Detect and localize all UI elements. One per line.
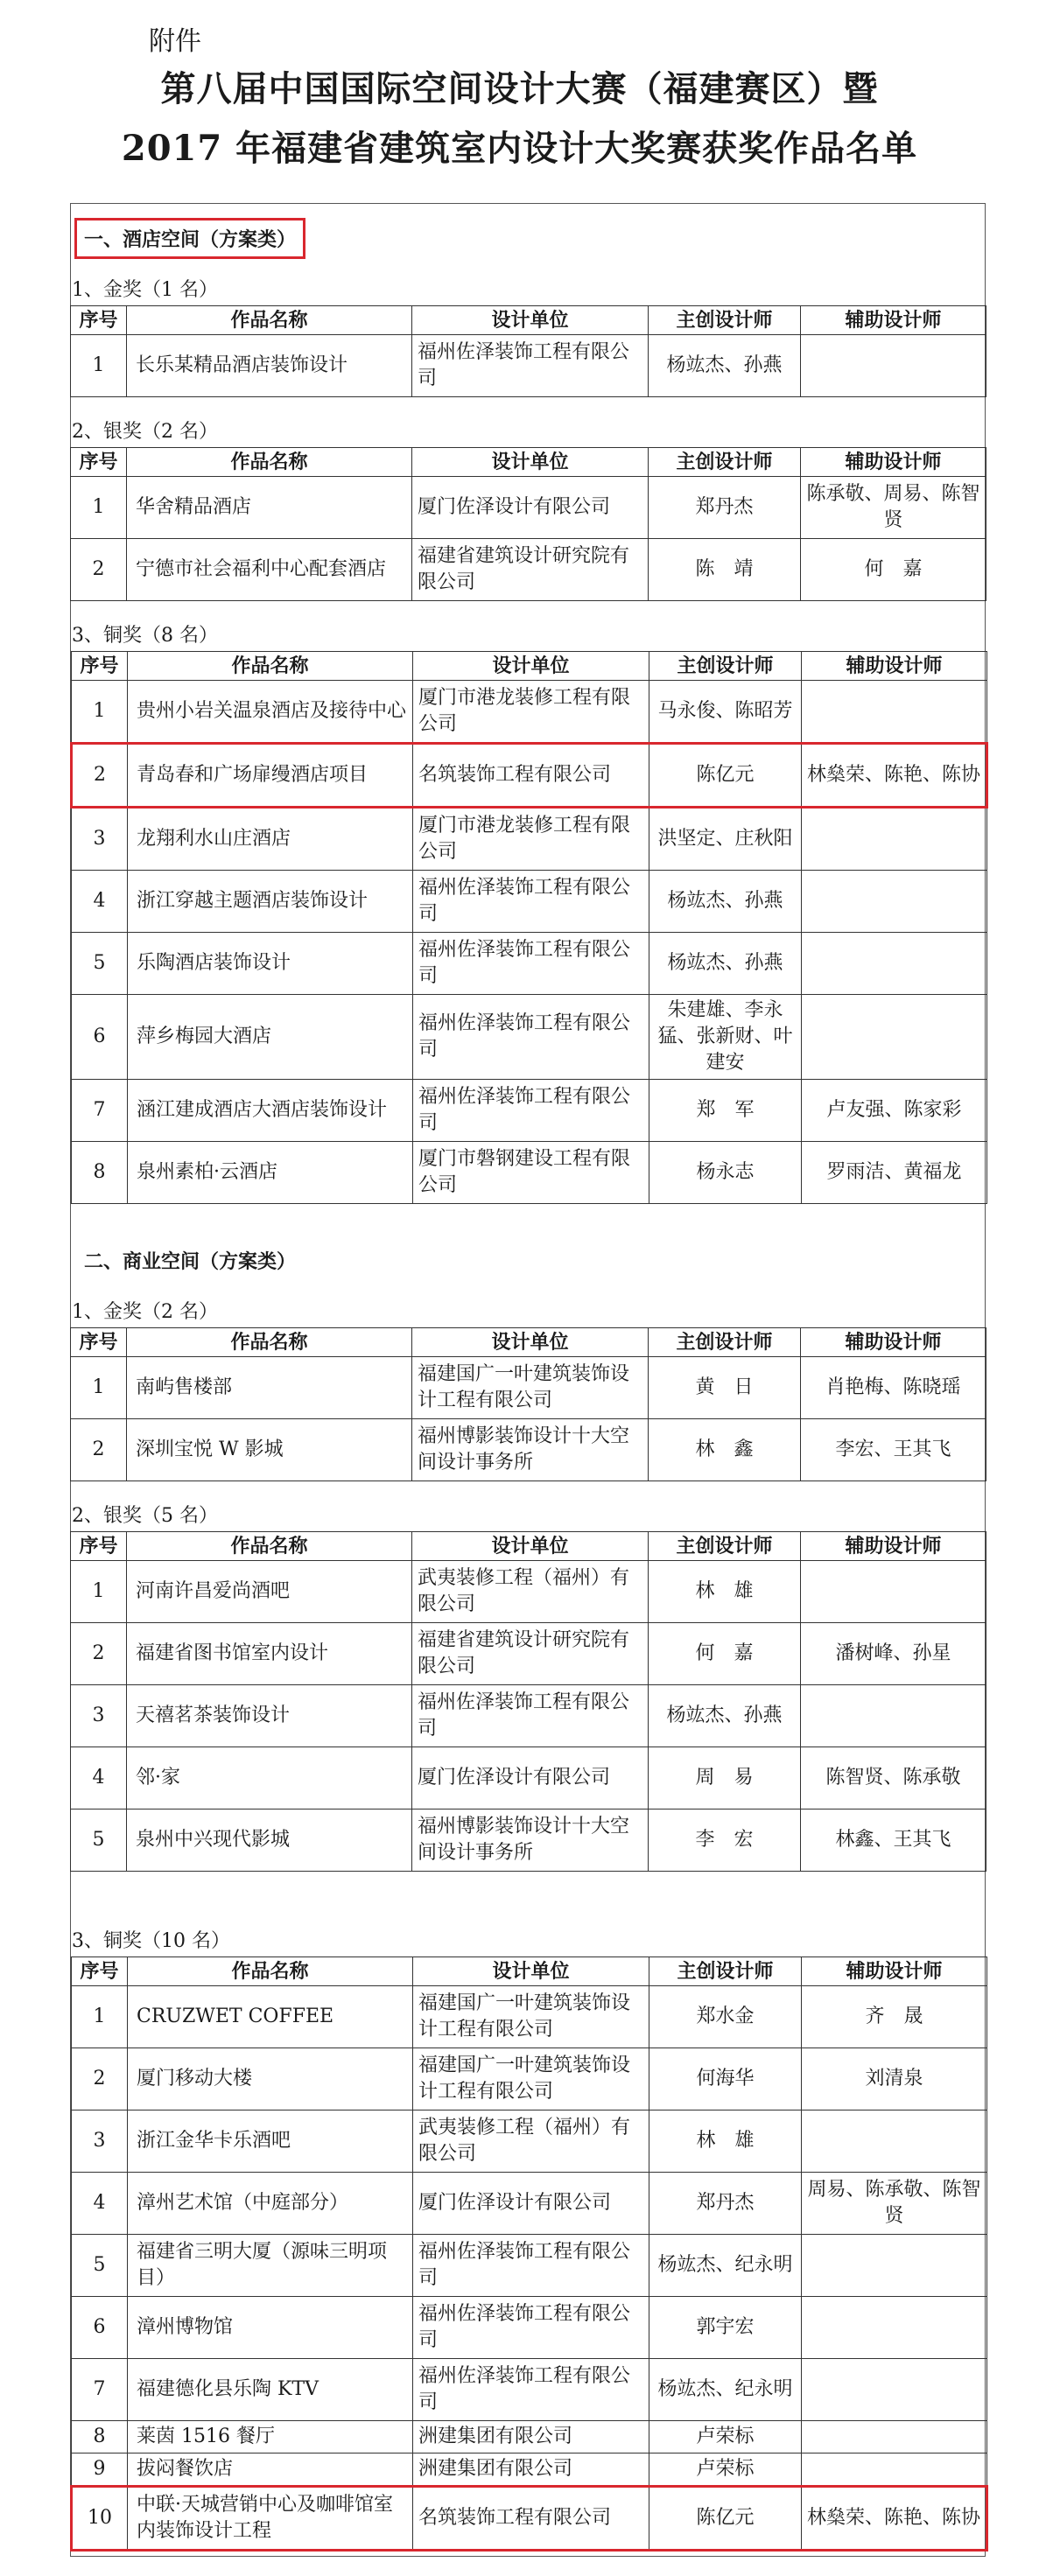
table-row (72, 2487, 987, 2551)
cell-chief: 林 鑫 (649, 1419, 801, 1481)
cell-assist (801, 335, 986, 397)
cell-assist: 卢友强、陈家彩 (802, 1080, 987, 1142)
cell-unit: 武夷装修工程（福州）有限公司 (412, 1561, 649, 1623)
cell-name: 莱茵 1516 餐厅 (128, 2421, 413, 2454)
award-table (70, 1327, 986, 1481)
cell-chief: 陈亿元 (649, 2487, 802, 2551)
table-header-row (71, 448, 986, 477)
cell-name: 深圳宝悦 W 影城 (127, 1419, 412, 1481)
table-row (71, 1561, 986, 1623)
cell-assist: 林燊荣、陈艳、陈协 (802, 2487, 987, 2551)
cell-unit: 洲建集团有限公司 (413, 2454, 649, 2487)
cell-assist (802, 933, 987, 995)
cell-chief: 林 雄 (649, 2110, 802, 2173)
cell-no: 3 (72, 2110, 128, 2173)
table-row (71, 335, 986, 397)
cell-name: 涵江建成酒店大酒店装饰设计 (128, 1080, 413, 1142)
table-header-row (71, 1532, 986, 1561)
cell-chief: 杨竑杰、纪永明 (649, 2235, 802, 2297)
cell-unit: 名筑装饰工程有限公司 (413, 744, 649, 808)
cell-name: 福建德化县乐陶 KTV (128, 2359, 413, 2421)
cell-unit: 福州佐泽装饰工程有限公司 (413, 2297, 649, 2359)
column-header-unit: 设计单位 (412, 448, 649, 477)
table-header-row (71, 1328, 986, 1357)
award-level-label: 3、铜奖（10 名） (72, 1930, 230, 1952)
cell-name: 浙江穿越主题酒店装饰设计 (128, 871, 413, 933)
column-header-unit: 设计单位 (413, 652, 649, 681)
cell-no: 1 (72, 1986, 128, 2048)
cell-chief: 何 嘉 (649, 1623, 801, 1685)
cell-assist (801, 1561, 986, 1623)
cell-unit: 福建省建筑设计研究院有限公司 (412, 1623, 649, 1685)
column-header-chief: 主创设计师 (649, 1328, 801, 1357)
cell-no: 5 (72, 2235, 128, 2297)
award-table (70, 447, 986, 601)
cell-no: 1 (71, 477, 127, 539)
column-header-unit: 设计单位 (412, 1532, 649, 1561)
cell-name: 浙江金华卡乐酒吧 (128, 2110, 413, 2173)
table-row (71, 477, 986, 539)
cell-unit: 厦门市磐钢建设工程有限公司 (413, 1142, 649, 1204)
cell-no: 2 (72, 744, 128, 808)
column-header-assist: 辅助设计师 (802, 652, 987, 681)
column-header-name: 作品名称 (127, 448, 412, 477)
cell-assist: 李宏、王其飞 (801, 1419, 986, 1481)
cell-no: 2 (71, 1623, 127, 1685)
cell-chief: 郭宇宏 (649, 2297, 802, 2359)
column-header-no: 序号 (72, 652, 128, 681)
cell-unit: 武夷装修工程（福州）有限公司 (413, 2110, 649, 2173)
cell-chief: 郑丹杰 (649, 2173, 802, 2235)
cell-unit: 福建国广一叶建筑装饰设计工程有限公司 (413, 2048, 649, 2110)
cell-no: 9 (72, 2454, 128, 2487)
cell-name: 天禧茗茶装饰设计 (127, 1685, 412, 1747)
cell-chief: 李 宏 (649, 1810, 801, 1872)
cell-chief: 郑丹杰 (649, 477, 801, 539)
cell-unit: 名筑装饰工程有限公司 (413, 2487, 649, 2551)
award-level-label: 3、铜奖（8 名） (72, 625, 218, 647)
cell-no: 6 (72, 995, 128, 1080)
table-header-row (72, 1957, 987, 1986)
cell-no: 5 (71, 1810, 127, 1872)
table-row (72, 933, 987, 995)
column-header-chief: 主创设计师 (649, 448, 801, 477)
cell-chief: 杨竑杰、孙燕 (649, 871, 802, 933)
cell-name: 中联·天城营销中心及咖啡馆室内装饰设计工程 (128, 2487, 413, 2551)
cell-assist (802, 808, 987, 871)
table-row (72, 2173, 987, 2235)
cell-no: 10 (72, 2487, 128, 2551)
cell-assist: 刘清泉 (802, 2048, 987, 2110)
award-level-label: 2、银奖（5 名） (72, 1505, 218, 1527)
table-row (72, 681, 987, 744)
cell-name: 萍乡梅园大酒店 (128, 995, 413, 1080)
table-row (71, 1419, 986, 1481)
cell-name: 拔闷餐饮店 (128, 2454, 413, 2487)
cell-name: 乐陶酒店装饰设计 (128, 933, 413, 995)
cell-unit: 洲建集团有限公司 (413, 2421, 649, 2454)
cell-assist (802, 2235, 987, 2297)
cell-assist: 陈智贤、陈承敬 (801, 1747, 986, 1810)
table-header-row (72, 652, 987, 681)
cell-chief: 杨竑杰、孙燕 (649, 335, 801, 397)
column-header-chief: 主创设计师 (649, 306, 801, 335)
cell-name: 漳州艺术馆（中庭部分） (128, 2173, 413, 2235)
column-header-no: 序号 (71, 1532, 127, 1561)
cell-no: 1 (71, 335, 127, 397)
cell-chief: 林 雄 (649, 1561, 801, 1623)
cell-no: 1 (71, 1357, 127, 1419)
section-title: 一、酒店空间（方案类） (79, 222, 301, 255)
cell-assist: 陈承敬、周易、陈智贤 (801, 477, 986, 539)
table-row (72, 808, 987, 871)
cell-chief: 杨竑杰、纪永明 (649, 2359, 802, 2421)
cell-name: 邻·家 (127, 1747, 412, 1810)
cell-unit: 福州佐泽装饰工程有限公司 (413, 871, 649, 933)
award-table (70, 651, 988, 1204)
table-row (72, 1986, 987, 2048)
cell-unit: 福州佐泽装饰工程有限公司 (413, 933, 649, 995)
cell-no: 5 (72, 933, 128, 995)
table-row (72, 871, 987, 933)
column-header-unit: 设计单位 (412, 1328, 649, 1357)
cell-chief: 陈亿元 (649, 744, 802, 808)
cell-chief: 何海华 (649, 2048, 802, 2110)
cell-assist (802, 871, 987, 933)
cell-no: 3 (72, 808, 128, 871)
cell-chief: 杨竑杰、孙燕 (649, 1685, 801, 1747)
column-header-chief: 主创设计师 (649, 1957, 802, 1986)
cell-no: 2 (71, 539, 127, 601)
table-row (71, 1685, 986, 1747)
cell-unit: 福建国广一叶建筑装饰设计工程有限公司 (413, 1986, 649, 2048)
column-header-chief: 主创设计师 (649, 652, 802, 681)
cell-assist (802, 2359, 987, 2421)
cell-chief: 黄 日 (649, 1357, 801, 1419)
cell-chief: 马永俊、陈昭芳 (649, 681, 802, 744)
cell-no: 4 (71, 1747, 127, 1810)
table-row (72, 2297, 987, 2359)
cell-assist: 林燊荣、陈艳、陈协 (802, 744, 987, 808)
cell-unit: 厦门佐泽设计有限公司 (413, 2173, 649, 2235)
cell-name: 泉州中兴现代影城 (127, 1810, 412, 1872)
document-title-line1: 第八届中国国际空间设计大赛（福建赛区）暨 (160, 68, 879, 109)
cell-no: 7 (72, 2359, 128, 2421)
cell-name: 南屿售楼部 (127, 1357, 412, 1419)
cell-unit: 福州佐泽装饰工程有限公司 (412, 1685, 649, 1747)
table-row (72, 2359, 987, 2421)
table-row (72, 1080, 987, 1142)
cell-chief: 杨永志 (649, 1142, 802, 1204)
table-header-row (71, 306, 986, 335)
table-row (71, 1747, 986, 1810)
cell-assist (802, 2421, 987, 2454)
cell-chief: 朱建雄、李永猛、张新财、叶建安 (649, 995, 802, 1080)
cell-chief: 卢荣标 (649, 2421, 802, 2454)
table-row (72, 2110, 987, 2173)
column-header-unit: 设计单位 (413, 1957, 649, 1986)
table-row (71, 1357, 986, 1419)
cell-assist (801, 1685, 986, 1747)
cell-no: 2 (71, 1419, 127, 1481)
cell-assist: 周易、陈承敬、陈智贤 (802, 2173, 987, 2235)
cell-unit: 福州佐泽装饰工程有限公司 (413, 995, 649, 1080)
attachment-label: 附件 (149, 26, 201, 57)
section-gap (70, 1204, 986, 1239)
document-title-line2: 2017 年福建省建筑室内设计大奖赛获奖作品名单 (121, 128, 918, 169)
cell-chief: 郑水金 (649, 1986, 802, 2048)
column-header-name: 作品名称 (127, 1328, 412, 1357)
column-header-name: 作品名称 (128, 652, 413, 681)
cell-assist: 肖艳梅、陈晓瑶 (801, 1357, 986, 1419)
award-table (70, 1531, 986, 1872)
cell-name: 长乐某精品酒店装饰设计 (127, 335, 412, 397)
column-header-no: 序号 (71, 448, 127, 477)
column-header-no: 序号 (72, 1957, 128, 1986)
cell-chief: 卢荣标 (649, 2454, 802, 2487)
cell-unit: 福建国广一叶建筑装饰设计工程有限公司 (412, 1357, 649, 1419)
cell-no: 4 (72, 871, 128, 933)
table-row (72, 2454, 987, 2487)
cell-unit: 福州佐泽装饰工程有限公司 (413, 1080, 649, 1142)
award-table (70, 305, 986, 397)
cell-assist: 何 嘉 (801, 539, 986, 601)
cell-name: 福建省图书馆室内设计 (127, 1623, 412, 1685)
cell-no: 7 (72, 1080, 128, 1142)
column-header-name: 作品名称 (128, 1957, 413, 1986)
cell-assist (802, 2454, 987, 2487)
column-header-unit: 设计单位 (412, 306, 649, 335)
column-header-chief: 主创设计师 (649, 1532, 801, 1561)
cell-name: 福建省三明大厦（源味三明项目） (128, 2235, 413, 2297)
award-level-label: 1、金奖（2 名） (72, 1301, 218, 1323)
cell-no: 1 (72, 681, 128, 744)
column-header-assist: 辅助设计师 (801, 448, 986, 477)
award-list (70, 217, 986, 2552)
cell-assist (802, 2110, 987, 2173)
column-header-no: 序号 (71, 306, 127, 335)
cell-no: 8 (72, 2421, 128, 2454)
column-header-no: 序号 (71, 1328, 127, 1357)
cell-name: 漳州博物馆 (128, 2297, 413, 2359)
cell-unit: 福州佐泽装饰工程有限公司 (413, 2235, 649, 2297)
cell-chief: 周 易 (649, 1747, 801, 1810)
cell-no: 3 (71, 1685, 127, 1747)
cell-no: 2 (72, 2048, 128, 2110)
section-heading (70, 1239, 986, 1278)
cell-chief: 洪坚定、庄秋阳 (649, 808, 802, 871)
cell-assist: 潘树峰、孙星 (801, 1623, 986, 1685)
cell-assist (802, 2297, 987, 2359)
cell-unit: 厦门市港龙装修工程有限公司 (413, 808, 649, 871)
table-row (72, 2421, 987, 2454)
cell-name: 华舍精品酒店 (127, 477, 412, 539)
table-row (72, 744, 987, 808)
table-row (71, 539, 986, 601)
award-level-label: 1、金奖（1 名） (72, 279, 218, 301)
table-row (72, 2048, 987, 2110)
cell-name: 厦门移动大楼 (128, 2048, 413, 2110)
cell-unit: 福州博影装饰设计十大空间设计事务所 (412, 1810, 649, 1872)
cell-unit: 厦门市港龙装修工程有限公司 (413, 681, 649, 744)
cell-assist: 林鑫、王其飞 (801, 1810, 986, 1872)
cell-chief: 杨竑杰、孙燕 (649, 933, 802, 995)
award-level-label: 2、银奖（2 名） (72, 421, 218, 443)
cell-name: 龙翔利水山庄酒店 (128, 808, 413, 871)
cell-chief: 郑 军 (649, 1080, 802, 1142)
group-gap (70, 1872, 986, 1907)
table-row (72, 1142, 987, 1204)
cell-unit: 厦门佐泽设计有限公司 (412, 1747, 649, 1810)
column-header-assist: 辅助设计师 (801, 1328, 986, 1357)
cell-name: 泉州素柏·云酒店 (128, 1142, 413, 1204)
column-header-name: 作品名称 (127, 306, 412, 335)
cell-no: 1 (71, 1561, 127, 1623)
column-header-assist: 辅助设计师 (801, 306, 986, 335)
column-header-name: 作品名称 (127, 1532, 412, 1561)
section-heading (70, 217, 986, 256)
cell-name: CRUZWET COFFEE (128, 1986, 413, 2048)
cell-chief: 陈 靖 (649, 539, 801, 601)
table-row (72, 995, 987, 1080)
cell-unit: 福州博影装饰设计十大空间设计事务所 (412, 1419, 649, 1481)
cell-name: 河南许昌爱尚酒吧 (127, 1561, 412, 1623)
column-header-assist: 辅助设计师 (801, 1532, 986, 1561)
cell-assist (802, 681, 987, 744)
award-table (70, 1956, 988, 2552)
cell-no: 8 (72, 1142, 128, 1204)
cell-assist: 罗雨洁、黄福龙 (802, 1142, 987, 1204)
table-row (71, 1623, 986, 1685)
table-row (72, 2235, 987, 2297)
cell-assist: 齐 晟 (802, 1986, 987, 2048)
column-header-assist: 辅助设计师 (802, 1957, 987, 1986)
cell-assist (802, 995, 987, 1080)
section-title: 二、商业空间（方案类） (84, 1250, 297, 1273)
cell-unit: 福州佐泽装饰工程有限公司 (412, 335, 649, 397)
cell-no: 4 (72, 2173, 128, 2235)
cell-unit: 厦门佐泽设计有限公司 (412, 477, 649, 539)
cell-name: 宁德市社会福利中心配套酒店 (127, 539, 412, 601)
cell-name: 贵州小岩关温泉酒店及接待中心 (128, 681, 413, 744)
cell-no: 6 (72, 2297, 128, 2359)
cell-unit: 福建省建筑设计研究院有限公司 (412, 539, 649, 601)
cell-unit: 福州佐泽装饰工程有限公司 (413, 2359, 649, 2421)
table-row (71, 1810, 986, 1872)
cell-name: 青岛春和广场扉缦酒店项目 (128, 744, 413, 808)
